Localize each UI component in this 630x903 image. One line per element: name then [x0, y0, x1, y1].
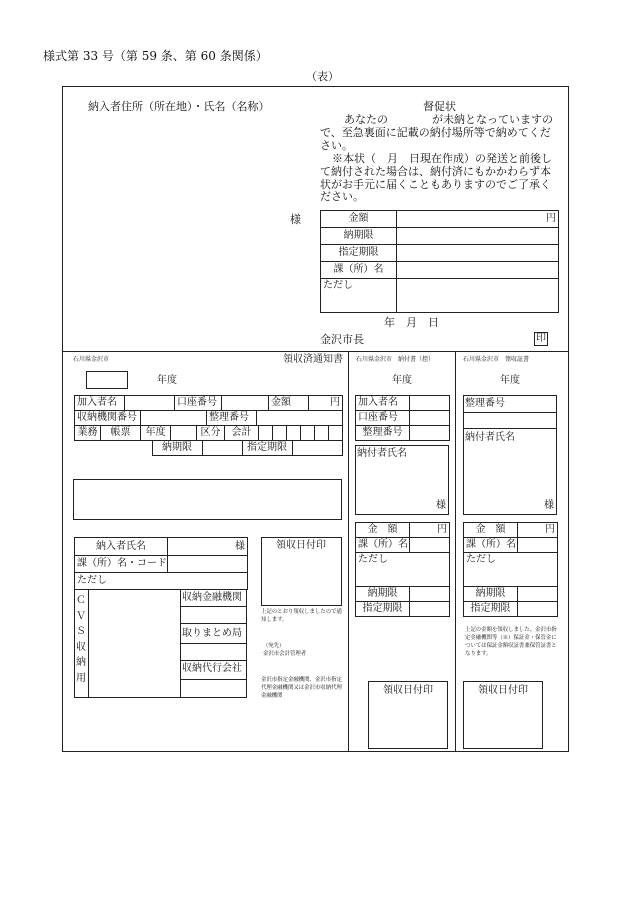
- p1-account-label: 口座番号: [175, 396, 222, 411]
- notice-body: あなたの が未納となっていますので、至急裏面に記載の納付場所等で納めてください。: [320, 113, 553, 152]
- p1-payer-label: 納入者氏名: [75, 538, 168, 556]
- p1-addressee: （宛先） 金沢市会計管理者: [263, 643, 307, 657]
- p2-issuer: 石川県金沢市 納付書（控）: [356, 356, 435, 363]
- p1-cvs-label: Ｃ Ｖ Ｓ 収 納 用: [76, 595, 86, 684]
- p3-amount: 金 額: [464, 523, 518, 538]
- p1-stamp-label: 領収日付印: [276, 540, 326, 551]
- p3-upper-box: [463, 395, 557, 515]
- p1-ref-label: 整理番号: [207, 411, 257, 426]
- p1-subscriber-label: 加入者名: [75, 396, 125, 411]
- p3-payer: 納付者氏名: [465, 432, 515, 443]
- p2-year-label: 年度: [392, 375, 412, 386]
- mayor-label: 金沢市長: [320, 333, 364, 346]
- section-label: 課（所）名: [321, 262, 397, 279]
- p3-stamp-label: 領収日付印: [478, 685, 528, 696]
- p2-payer: 納付者氏名: [357, 448, 407, 459]
- p1-issuer: 石川県金沢市: [73, 356, 110, 363]
- panel-divider-1: [348, 351, 349, 752]
- p3-due: 納期限: [464, 587, 518, 602]
- p3-issuer: 石川県金沢市 領収証書: [463, 356, 530, 363]
- addressee-sama: 様: [290, 213, 301, 226]
- p1-bank-note: 金沢市指定金融機関、金沢市指定代理金融機関又は金沢市収納代理金融機関: [261, 677, 342, 699]
- p2-account: 口座番号: [356, 411, 410, 426]
- p2-upper-table: [355, 395, 450, 441]
- p2-lower-table: [355, 522, 450, 617]
- p2-ref: 整理番号: [356, 426, 410, 441]
- address-label: 納入者住所（所在地）・氏名（名称）: [88, 100, 270, 113]
- p1-payer-sama: 様: [168, 538, 248, 556]
- p2-stamp-label: 領収日付印: [383, 685, 433, 696]
- p1-agent: 収納代行会社: [182, 663, 242, 674]
- p1-note: ただし: [75, 573, 248, 590]
- due-label: 納期限: [321, 228, 397, 245]
- notice-title: 督促状: [423, 100, 456, 113]
- amount-label: 金額: [321, 211, 397, 228]
- p1-blank-box: [73, 479, 342, 520]
- p1-receipt-text: 上記のとおり領収しましたので通知します。: [261, 609, 342, 623]
- p2-yen: 円: [410, 523, 450, 538]
- p1-year-box: [86, 371, 128, 389]
- p3-ref: 整理番号: [465, 398, 505, 409]
- amount-yen: 円: [397, 211, 559, 228]
- p3-note: ただし: [464, 553, 558, 587]
- date-line: 年 月 日: [384, 316, 439, 329]
- p1-aggregator: 取りまとめ局: [182, 628, 242, 639]
- p1-book-label: 帳票: [101, 426, 141, 441]
- p1-designated-label: 指定期限: [242, 441, 292, 456]
- form-number: 様式第 33 号（第 59 条、第 60 条関係）: [43, 49, 268, 63]
- seal-mark: 印: [536, 333, 546, 344]
- p2-amount: 金 額: [356, 523, 410, 538]
- p3-receipt-text: 上記の金額を領収しました。金沢市指定金融機関等（※）保証金・保管金については保証金額収証書兼保管証書となります。: [465, 627, 557, 657]
- p3-year-label: 年度: [500, 375, 520, 386]
- section-divider: [62, 351, 569, 352]
- p1-amount-label: 金額: [269, 396, 309, 411]
- p1-info-table-3: [74, 425, 343, 441]
- p1-year-label: 年度: [157, 375, 177, 386]
- side-label: （表）: [306, 70, 339, 83]
- p1-business-label: 業務: [75, 426, 101, 441]
- panel-divider-2: [455, 351, 456, 752]
- p1-info-table-2: [74, 410, 343, 426]
- p2-designated: 指定期限: [356, 602, 410, 617]
- p3-designated: 指定期限: [464, 602, 518, 617]
- p1-category-label: 区分: [197, 426, 225, 441]
- p1-accounting-label: 会計: [225, 426, 259, 441]
- p2-due: 納期限: [356, 587, 410, 602]
- p1-collection-bank: 収納金融機関: [182, 592, 242, 603]
- p2-sama: 様: [436, 500, 446, 511]
- p3-section: 課（所）名: [464, 538, 518, 553]
- p1-info-table-4: [74, 440, 343, 456]
- p2-subscriber: 加入者名: [356, 396, 410, 411]
- p1-info-table-1: [74, 395, 343, 411]
- designated-due-label: 指定期限: [321, 245, 397, 262]
- p1-due-label: 納期限: [152, 441, 202, 456]
- p2-note: ただし: [356, 553, 450, 587]
- p1-section-code: 課（所）名・コード: [75, 556, 168, 573]
- p3-lower-table: [463, 522, 558, 617]
- p2-section: 課（所）名: [356, 538, 410, 553]
- p1-title: 領収済通知書: [283, 354, 343, 365]
- p1-institution-label: 収納機関番号: [75, 411, 141, 426]
- notice-table: [320, 210, 559, 313]
- p3-yen: 円: [518, 523, 558, 538]
- note-label: ただし: [321, 279, 397, 313]
- notice-note: ※本状（ 月 日現在作成）の発送と前後して納付された場合は、納付済にもかかわらず本状がお手元に届くこともありますのでご了承ください。: [320, 152, 552, 204]
- p3-sama: 様: [544, 500, 554, 511]
- p1-payer-table: [74, 537, 248, 590]
- p1-year-col-label: 年度: [141, 426, 171, 441]
- p1-amount-yen: 円: [309, 396, 343, 411]
